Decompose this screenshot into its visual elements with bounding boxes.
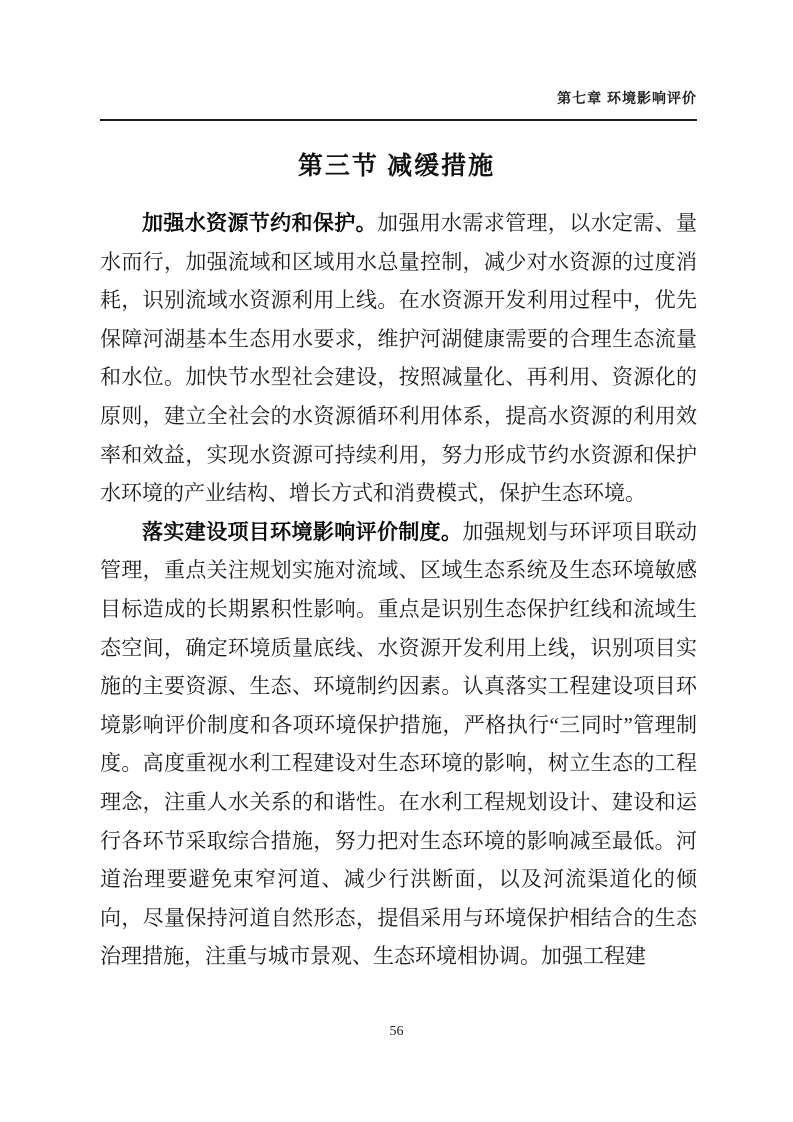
section-title: 第三节 减缓措施 <box>297 153 496 180</box>
paragraph-2-body: 加强规划与环评项目联动管理，重点关注规划实施对流域、区域生态系统及生态环境敏感目标造成的长期累积性影响。重点是识别生态保护红线和流域生态空间，确定环境质量底线、水资源开发利用上线，识别项目实施的主要资源、生态、环境制约因素。认真落实工程建设项目环境影响评价制度和各项环境保护措施，严格执行“三同时”管理制度。高度重视水利工程建设对生态环境的影响，树立生态的工程理念，注重人水关系的和谐性。在水利工程规划设计、建设和运行各环节采取综合措施，努力把对生态环境的影响减至最低。河道治理要避免束窄河道、减少行洪断面，以及河流渠道化的倾向，尽量保持河道自然形态，提倡采用与环境保护相结合的生态治理措施，注重与城市景观、生态环境相协调。加强工程建 <box>100 519 698 969</box>
paragraph-1-body: 加强用水需求管理，以水定需、量水而行，加强流域和区域用水总量控制，减少对水资源的过度消耗，识别流域水资源利用上线。在水资源开发利用过程中，优先保障河湖基本生态用水要求，维护河湖健康需要的合理生态流量和水位。加快节水型社会建设，按照减量化、再利用、资源化的原则，建立全社会的水资源循环利用体系，提高水资源的利用效率和效益，实现水资源可持续利用，努力形成节约水资源和保护水环境的产业结构、增长方式和消费模式，保护生态环境。 <box>100 211 698 506</box>
running-header: 第七章 环境影响评价 <box>557 90 697 106</box>
paragraph-2-lead: 落实建设项目环境影响评价制度。 <box>142 519 463 544</box>
paragraph-water-conservation <box>100 204 697 513</box>
document-body <box>100 204 697 976</box>
paragraph-eia-system <box>100 513 697 976</box>
header-rule <box>100 119 697 121</box>
page-number: 56 <box>389 1024 404 1039</box>
paragraph-1-lead: 加强水资源节约和保护。 <box>142 211 377 235</box>
